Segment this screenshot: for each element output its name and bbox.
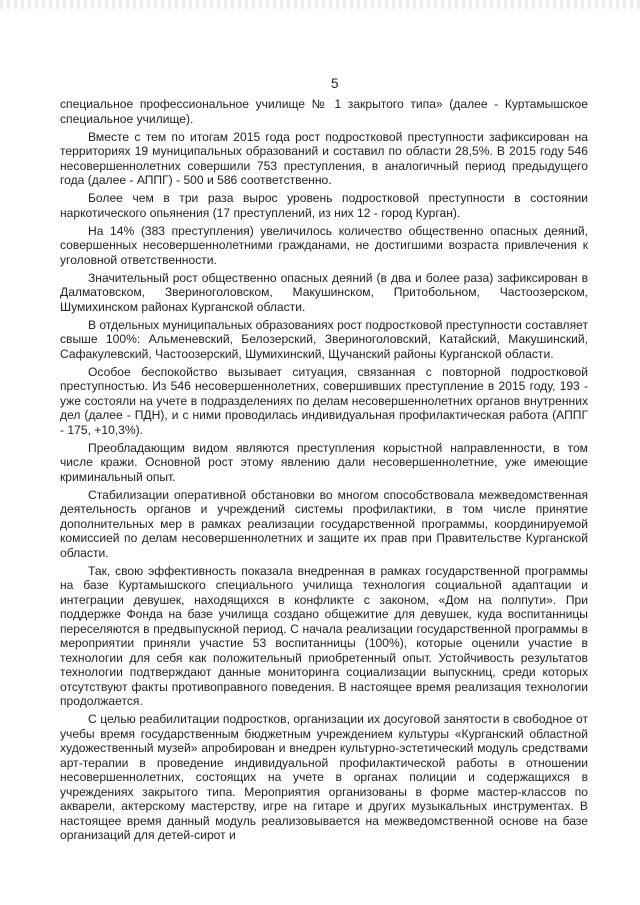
scan-artifact-strip xyxy=(0,0,640,9)
paragraph-repeat-crime: Особое беспокойство вызывает ситуация, связанная с повторной подростковой преступностью. Из 546 несовершеннолетних, совершивших преступление в 2015 году, 193 - уже состояли на учете в подразделениях по делам несовершеннолетних органов внутренних дел (далее - ПДН), и с ними проводилась индивидуальная профилактическая работа (АППГ - 175, +10,3%). xyxy=(60,364,588,437)
paragraph-crime-growth: Вместе с тем по итогам 2015 года рост подростковой преступности зафиксирован на территориях 19 муниципальных образований и составил по области 28,5%. В 2015 году 546 несовершеннолетних совершили 753 преступления, в аналогичный период предыдущего года (далее - АППГ) - 500 и 586 соответственно. xyxy=(60,129,588,187)
paragraph-districts-growth: Значительный рост общественно опасных деяний (в два и более раза) зафиксирован в Далматовском, Звериноголовском, Макушинском, Притобольном, Частоозерском, Шумихинском районах Курганской области. xyxy=(60,270,588,314)
paragraph-dangerous-acts: На 14% (383 преступления) увеличилось количество общественно опасных деяний, совершенных несовершеннолетними гражданами, не достигшими возраста привлечения к уголовной ответственности. xyxy=(60,223,588,267)
paragraph-drug-intoxication: Более чем в три раза вырос уровень подростковой преступности в состоянии наркотического опьянения (17 преступлений, из них 12 - город Курган). xyxy=(60,191,588,220)
paragraph-municipalities: В отдельных муниципальных образованиях рост подростковой преступности составляет свыше 100%: Альменевский, Белозерский, Звериноголовский, Катайский, Макушинский, Сафакулевский, Частоозерский, Шумихинский, Щучанский районы Курганской области. xyxy=(60,317,588,361)
paragraph-art-therapy: С целью реабилитации подростков, организации их досуговой занятости в свободное от учебы время государственным бюджетным учреждением культуры «Курганский областной художественный музей» апробирован и внедрен культурно-эстетический модуль средствами арт-терапии в проведение индивидуальной профилактической работы в отношении несовершеннолетних, состоящих на учете в органах полиции и содержащихся в учреждениях закрытого типа. Мероприятия организованы в форме мастер-классов по акварели, актерскому мастерству, игре на гитаре и других музыкальных инструментах. В настоящее время данный модуль реализовывается на межведомственной основе на базе организаций для детей-сирот и xyxy=(60,712,588,842)
page-number: 5 xyxy=(331,76,339,91)
paragraph-property-crime: Преобладающим видом являются преступления корыстной направленности, в том числе кражи. Основной рост этому явлению дали несовершеннолетние, уже имеющие криминальный опыт. xyxy=(60,440,588,484)
paragraph-stabilization: Стабилизации оперативной обстановки во многом способствовала межведомственная деятельность органов и учреждений системы профилактики, в том числе принятие дополнительных мер в рамках реализации государственной программы, координируемой комиссией по делам несовершеннолетних и защите их прав при Правительстве Курганской области. xyxy=(60,487,588,560)
document-body xyxy=(60,97,588,846)
paragraph-halfway-house: Так, свою эффективность показала внедренная в рамках государственной программы на базе Куртамышского специального училища технология социальной адаптации и интеграции девушек, находящихся в конфликте с законом, «Дом на полпути». При поддержке Фонда на базе училища создано общежитие для девушек, куда воспитанницы переселяются в предвыпускной период. С начала реализации государственной программы в мероприятии приняли участие 53 воспитанницы (100%), которые оценили участие в технологии для себя как положительный приобретенный опыт. Устойчивость результатов технологии подтверждают данные мониторинга социализации выпускниц, среди которых отсутствуют факты противоправного поведения. В настоящее время реализация технологии продолжается. xyxy=(60,563,588,708)
paragraph-continuation: специальное профессиональное училище № 1 закрытого типа» (далее - Куртамышское специальное училище). xyxy=(60,97,588,126)
